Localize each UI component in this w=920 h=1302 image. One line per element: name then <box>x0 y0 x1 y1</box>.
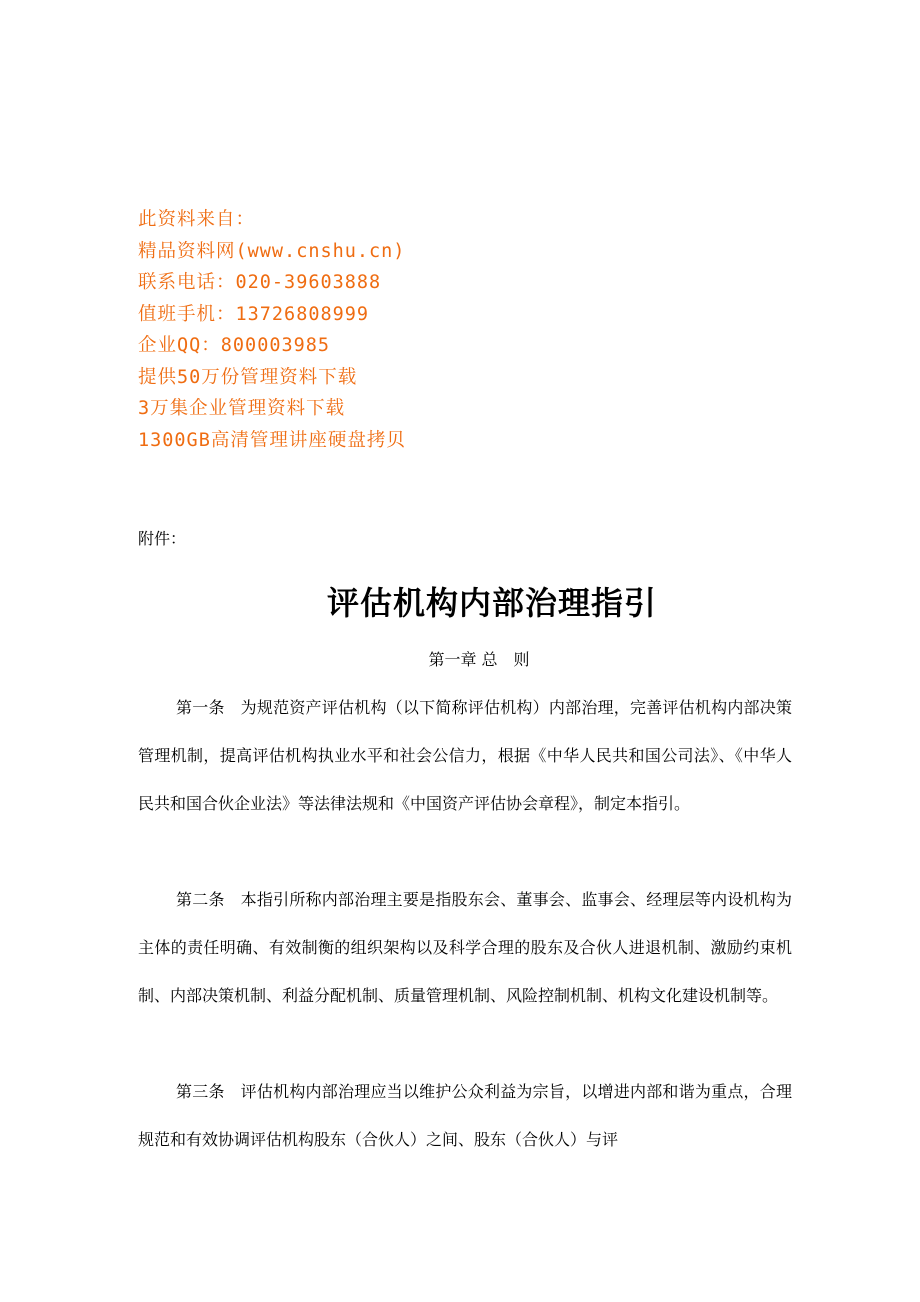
promo-line: 提供50万份管理资料下载 <box>138 366 358 388</box>
article-2 <box>138 876 792 1020</box>
document-title: 评估机构内部治理指引 <box>326 584 657 622</box>
attachment-label: 附件： <box>138 529 187 548</box>
promo-line: 企业QQ：800003985 <box>138 335 331 356</box>
promo-block <box>138 204 406 456</box>
article-text: 评估机构内部治理应当以维护公众利益为宗旨，以增进内部和谐为重点，合理规范和有效协调评估机构股东（合伙人）之间、股东（合伙人）与评 <box>138 1082 792 1149</box>
article-text: 本指引所称内部治理主要是指股东会、董事会、监事会、经理层等内设机构为主体的责任明确、有效制衡的组织架构以及科学合理的股东及合伙人进退机制、激励约束机制、内部决策机制、利益分配机制、质量管理机制、风险控制机制、机构文化建设机制等。 <box>138 890 792 1005</box>
article-text: 为规范资产评估机构（以下简称评估机构）内部治理，完善评估机构内部决策管理机制，提高评估机构执业水平和社会公信力，根据《中华人民共和国公司法》、《中华人民共和国合伙企业法》等法律法规和《中国资产评估协会章程》，制定本指引。 <box>138 698 792 813</box>
chapter-heading: 第一章 总 则 <box>428 650 530 669</box>
article-label: 第三条 <box>176 1082 225 1101</box>
promo-line: 联系电话：020-39603888 <box>138 272 382 293</box>
promo-line: 1300GB高清管理讲座硬盘拷贝 <box>138 429 406 451</box>
article-3 <box>138 1068 792 1164</box>
article-label: 第二条 <box>176 890 225 909</box>
promo-line: 精品资料网(www.cnshu.cn) <box>138 240 406 262</box>
promo-line: 此资料来自： <box>138 209 256 230</box>
article-label: 第一条 <box>176 698 225 717</box>
promo-line: 3万集企业管理资料下载 <box>138 398 346 419</box>
promo-line: 值班手机：13726808999 <box>138 303 370 325</box>
article-1 <box>138 684 792 828</box>
